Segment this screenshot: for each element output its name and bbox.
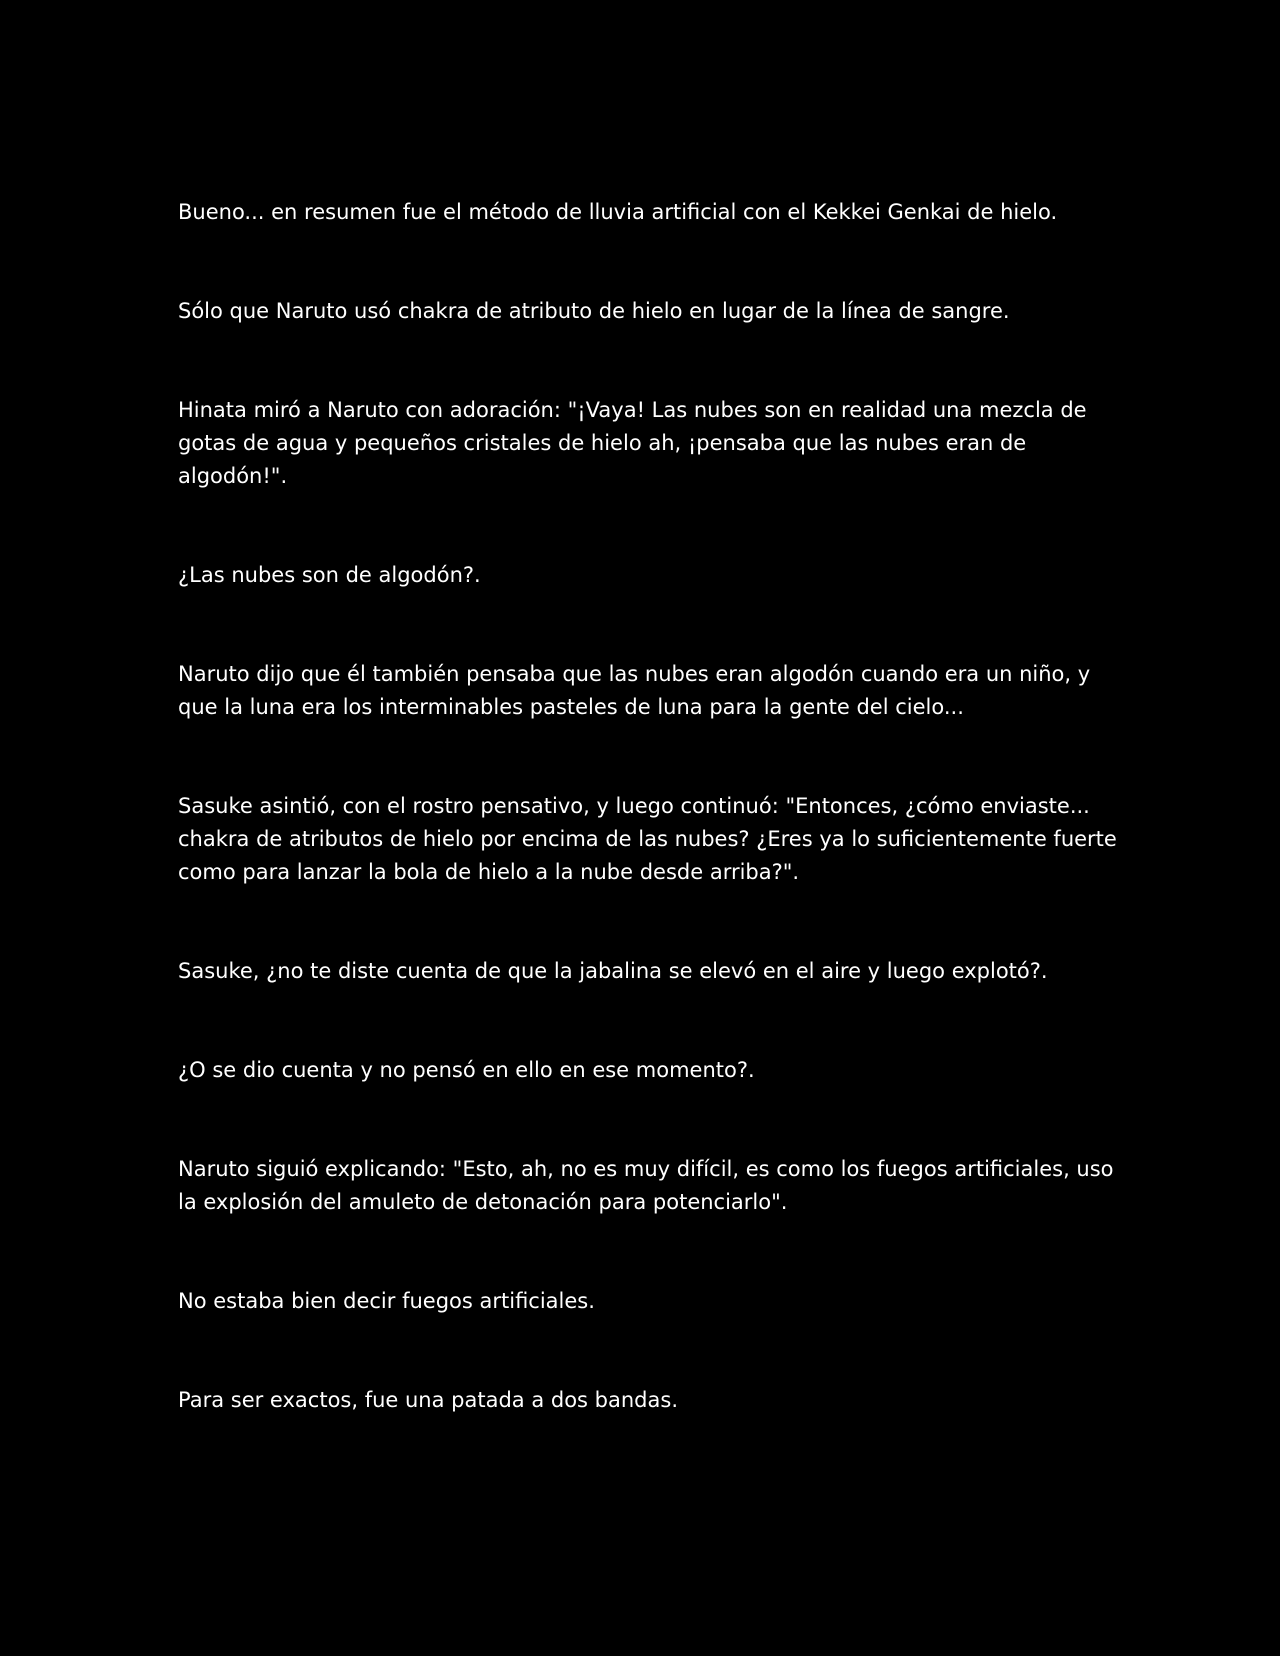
paragraph-9: Naruto siguió explicando: "Esto, ah, no es muy difícil, es como los fuegos artificiales, uso la explosión del amuleto de detonación para potenciarlo". <box>178 1157 1114 1214</box>
paragraph-4: ¿Las nubes son de algodón?. <box>178 563 481 587</box>
paragraph-10: No estaba bien decir fuegos artificiales. <box>178 1289 595 1313</box>
paragraph-3: Hinata miró a Naruto con adoración: "¡Vaya! Las nubes son en realidad una mezcla de gotas de agua y pequeños cristales de hielo ah, ¡pensaba que las nubes eran de algodón!". <box>178 398 1087 488</box>
paragraph-1: Bueno... en resumen fue el método de lluvia artificial con el Kekkei Genkai de hielo. <box>178 200 1058 224</box>
paragraph-8: ¿O se dio cuenta y no pensó en ello en ese momento?. <box>178 1058 755 1082</box>
paragraph-2: Sólo que Naruto usó chakra de atributo de hielo en lugar de la línea de sangre. <box>178 299 1010 323</box>
paragraph-6: Sasuke asintió, con el rostro pensativo, y luego continuó: "Entonces, ¿cómo enviaste... chakra de atributos de hielo por encima de las nubes? ¿Eres ya lo suficientemente fuerte como para lanzar la bola de hielo a la nube desde arriba?". <box>178 794 1117 884</box>
paragraph-7: Sasuke, ¿no te diste cuenta de que la jabalina se elevó en el aire y luego explotó?. <box>178 959 1048 983</box>
paragraph-11: Para ser exactos, fue una patada a dos bandas. <box>178 1388 679 1412</box>
paragraph-5: Naruto dijo que él también pensaba que las nubes eran algodón cuando era un niño, y que la luna era los interminables pasteles de luna para la gente del cielo... <box>178 662 1091 719</box>
text-body <box>178 196 1118 1483</box>
